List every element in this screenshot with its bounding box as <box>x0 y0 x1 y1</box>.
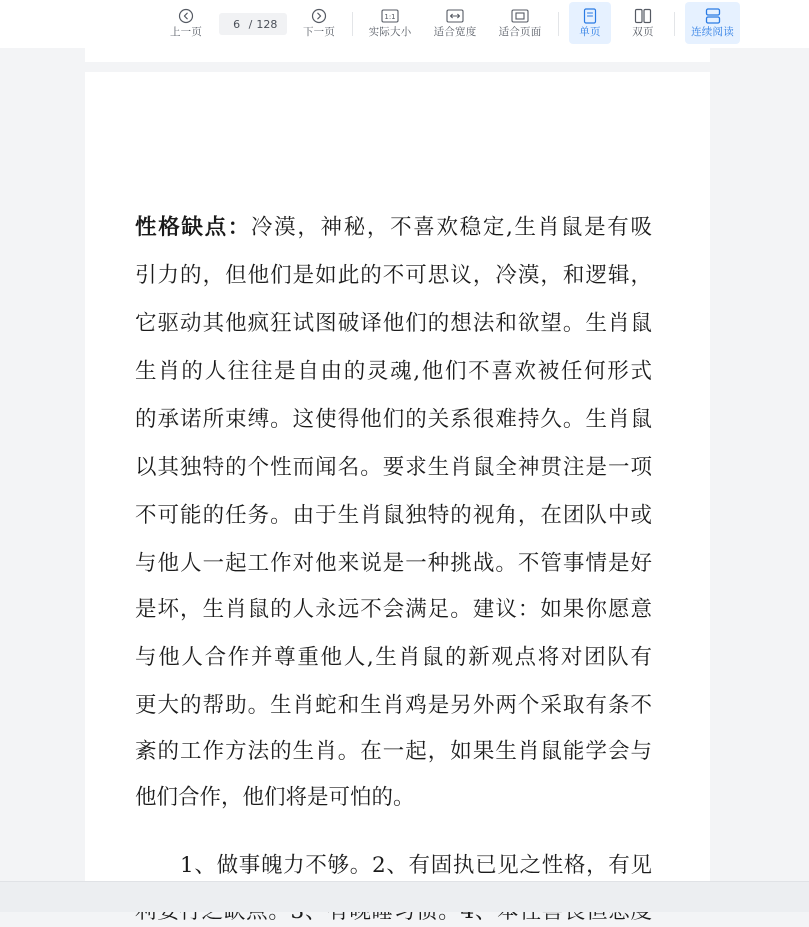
circle-chevron-right-icon <box>310 7 328 25</box>
single-page-icon <box>581 7 599 25</box>
fit-width-icon <box>446 7 464 25</box>
para1-heading: 性格缺点： <box>135 215 251 240</box>
fit-page-icon <box>511 7 529 25</box>
text-line: 与他人合作并尊重他人,生肖鼠的新观点将对团队有 <box>135 645 652 670</box>
fit-page-button[interactable] <box>494 2 546 44</box>
bottom-status-bar <box>0 881 809 912</box>
para1-line-1: 冷漠，神秘，不喜欢稳定,生肖鼠是有吸 <box>250 215 652 240</box>
text-line: 不可能的任务。由于生肖鼠独特的视角，在团队中或 <box>135 503 652 528</box>
page-separator: / <box>248 17 253 31</box>
next-page-label: 下一页 <box>302 26 336 38</box>
text-line: 他们合作，他们将是可怕的。 <box>135 785 415 810</box>
double-page-button[interactable] <box>622 2 664 44</box>
actual-size-icon-text: 1:1 <box>384 13 396 21</box>
next-page-button[interactable] <box>297 2 341 44</box>
continuous-read-label: 连续阅读 <box>691 26 734 38</box>
text-line <box>135 213 652 243</box>
double-page-icon <box>634 7 652 25</box>
toolbar-divider <box>352 12 353 36</box>
prev-page-button[interactable] <box>164 2 208 44</box>
text-line: 1、做事魄力不够。2、有固执已见之性格，有见 <box>180 853 652 878</box>
text-line: 是坏，生肖鼠的人永远不会满足。建议：如果你愿意 <box>135 597 652 622</box>
reader-toolbar <box>0 0 809 48</box>
fit-width-button[interactable] <box>429 2 481 44</box>
total-pages: 128 <box>256 17 278 31</box>
actual-size-label: 实际大小 <box>368 26 412 38</box>
text-line: 引力的，但他们是如此的不可思议，冷漠，和逻辑， <box>135 263 652 288</box>
double-page-label: 双页 <box>632 26 654 38</box>
circle-chevron-left-icon <box>177 7 195 25</box>
actual-size-button[interactable] <box>364 2 416 44</box>
text-line: 更大的帮助。生肖蛇和生肖鸡是另外两个采取有条不 <box>135 693 652 718</box>
single-page-label: 单页 <box>579 26 601 38</box>
toolbar-divider <box>674 12 675 36</box>
page-indicator <box>219 13 287 35</box>
text-line: 与他人一起工作对他来说是一种挑战。不管事情是好 <box>135 551 652 576</box>
prev-page-label: 上一页 <box>169 26 203 38</box>
text-line: 的承诺所束缚。这使得他们的关系很难持久。生肖鼠 <box>135 407 652 432</box>
text-line: 紊的工作方法的生肖。在一起，如果生肖鼠能学会与 <box>135 739 652 764</box>
text-line: 生肖的人往往是自由的灵魂,他们不喜欢被任何形式 <box>135 359 652 384</box>
text-line: 它驱动其他疯狂试图破译他们的想法和欲望。生肖鼠 <box>135 311 652 336</box>
previous-page-edge <box>85 48 710 62</box>
current-page-input[interactable]: 6 <box>233 17 241 31</box>
continuous-read-button[interactable] <box>685 2 740 44</box>
toolbar-divider <box>558 12 559 36</box>
single-page-button[interactable] <box>569 2 611 44</box>
fit-page-label: 适合页面 <box>498 26 542 38</box>
fit-width-label: 适合宽度 <box>433 26 477 38</box>
document-page <box>85 72 710 881</box>
continuous-read-icon <box>704 7 722 25</box>
text-line: 以其独特的个性而闻名。要求生肖鼠全神贯注是一项 <box>135 455 652 480</box>
actual-size-icon <box>381 7 399 25</box>
